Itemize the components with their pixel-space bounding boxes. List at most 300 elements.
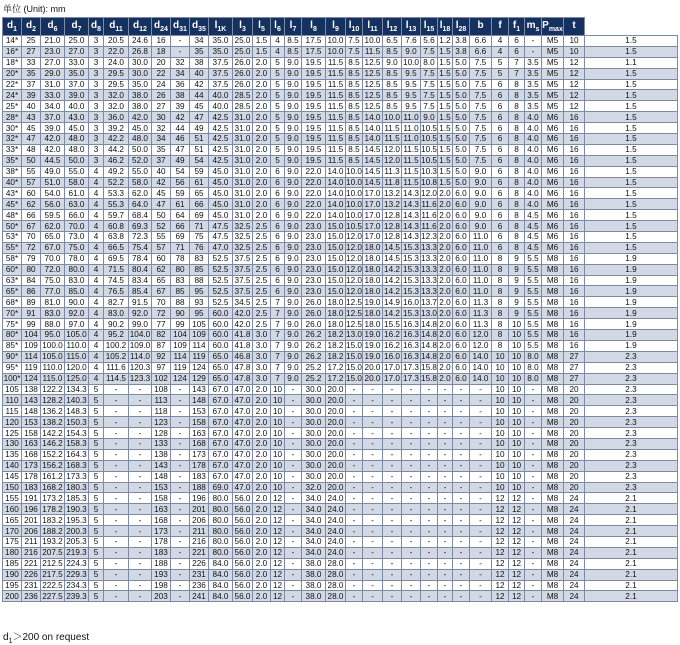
table-cell: - [421,580,438,591]
table-cell: 136.2 [42,406,63,416]
table-cell: 6.0 [453,275,470,286]
table-cell: 28.0 [326,580,346,591]
table-cell: 15.0 [326,242,346,253]
table-cell: 20 [152,57,171,68]
table-cell: M6 [542,123,564,134]
table-cell: 12.3 [421,232,437,242]
table-cell: 18.0 [326,308,346,319]
table-cell: 5 [89,395,104,406]
table-cell: 62.0 [129,188,152,199]
table-cell: - [470,558,492,569]
table-cell: 10 [271,395,285,406]
table-cell: 2.0 [439,254,451,264]
table-cell: - [453,504,470,515]
column-header-subscript: 13 [408,26,417,33]
table-cell: 9.5 [402,90,421,101]
table-cell: 65* [3,286,22,297]
table-cell: 6 [492,112,509,123]
table-cell: - [129,504,152,515]
table-cell: 10 [271,482,285,493]
table-cell: 26.2 [302,340,326,351]
table-cell: 5.5 [525,275,542,286]
table-cell: - [453,526,470,537]
table-cell: 143 [190,384,209,395]
table-cell: - [453,569,470,580]
table-cell: 5.0 [453,90,470,101]
table-row [3,428,678,439]
table-cell: 4 [89,275,104,286]
table-cell: - [346,580,363,591]
column-header-symbol: d [47,20,54,31]
column-header-symbol: d [25,20,33,31]
table-cell: 52 [152,221,171,232]
dimension-table [2,17,678,602]
table-cell: 51.0 [41,177,65,188]
table-cell: - [438,536,453,547]
table-cell: 2.1 [585,504,678,515]
table-cell: 70.0 [65,221,89,232]
table-cell: 83.0 [41,308,65,319]
table-cell: 22* [3,79,22,90]
table-cell: 9.0 [285,297,302,308]
table-cell: 17.0 [363,210,383,221]
table-cell: 32.5 [233,232,253,243]
table-cell: 1.9 [585,340,678,351]
table-cell: 24.0 [326,515,346,526]
column-header [492,18,509,36]
table-cell: 8 [509,123,525,134]
column-header-symbol: l [214,20,218,31]
table-cell: 28.5 [233,90,253,101]
table-cell: 13.0 [346,330,362,340]
table-row [3,188,678,199]
table-cell: - [438,395,453,406]
table-cell: 83.0 [65,275,89,286]
table-cell: 34.0 [302,504,326,515]
table-cell: 12 [271,504,285,515]
column-header-symbol: l [405,20,409,31]
table-cell: 84.0 [209,558,233,569]
table-cell: - [438,460,453,471]
table-cell: 52.5 [209,286,233,297]
table-cell: 14.0 [326,199,346,210]
table-cell: 10 [271,449,285,460]
column-header-subscript: 5 [260,26,265,33]
table-cell: 11.0 [470,264,492,275]
table-cell: 31.0 [233,166,253,177]
table-cell: 37 [22,79,41,90]
table-cell: 31.0 [233,188,253,199]
table-cell: M8 [542,438,564,449]
table-cell: - [104,591,129,602]
table-cell: 188 [190,482,209,493]
table-cell: - [402,493,421,504]
table-cell: 10.0 [363,36,383,47]
table-cell: 1.5 [439,80,451,89]
table-cell: 2.0 [253,438,271,449]
table-cell: 56 [171,177,190,188]
table-cell: 14.8 [421,319,437,329]
table-cell: 12 [509,515,525,526]
table-cell: - [104,569,129,580]
table-cell: 8 [492,330,509,341]
table-cell: 26.0 [302,297,326,308]
table-cell: - [383,526,402,537]
table-cell: 2.1 [585,591,678,602]
column-header [453,18,470,36]
table-cell: 9.0 [285,57,302,68]
table-cell: 16.3 [403,330,419,340]
table-cell: 111.6 [104,362,129,373]
table-cell: 2.5 [253,297,271,308]
table-cell: - [129,406,152,417]
table-cell: 35.0 [209,46,233,57]
table-cell: 38.0 [302,591,326,602]
table-cell: 185.3 [66,493,87,503]
table-cell: 63.0 [65,199,89,210]
table-cell: 178.2 [42,504,63,514]
table-cell: 8.5 [383,68,402,79]
table-cell: - [383,493,402,504]
table-cell: 19.0 [363,351,383,362]
table-cell: 64 [171,210,190,221]
table-cell: M6 [542,144,564,155]
table-cell: 10 [564,46,585,57]
table-cell: M5 [542,57,564,68]
table-cell: 25 [22,36,41,47]
table-cell: 140 [3,460,22,471]
table-cell: 2.0 [253,155,271,166]
table-cell: 2.3 [585,449,678,460]
table-cell: 15.3 [403,243,419,253]
table-cell: 12 [564,90,585,101]
table-cell: 4 [89,362,104,373]
table-cell: 95 [190,308,209,319]
table-cell: - [453,417,470,428]
table-cell: - [525,428,542,439]
table-cell: 7.5 [470,90,492,101]
table-cell: 3.0 [253,330,271,341]
table-cell: 168.2 [42,482,63,492]
table-cell: 206 [22,526,41,537]
table-cell: 14.3 [403,210,419,220]
table-cell: 1.5 [439,134,451,144]
table-cell: 42.0 [41,144,65,155]
table-cell: 1.5 [439,178,451,188]
table-cell: 5.0 [453,123,470,134]
table-cell: 1.5 [439,69,451,79]
table-cell: 11.6 [421,210,437,220]
table-cell: - [363,482,383,493]
table-cell: 26.0 [233,57,253,68]
table-cell: M6 [542,134,564,145]
table-cell: 95 [190,286,209,297]
table-cell: 91 [22,308,41,319]
table-cell: 1.5 [439,58,451,68]
table-cell: 47 [22,134,41,145]
table-cell: 183 [152,547,171,558]
table-cell: 16.2 [384,341,400,351]
table-cell: 12.0 [470,330,492,341]
table-cell: 11.3 [470,308,492,319]
table-cell: 2.0 [253,166,271,177]
table-cell: 1.5 [439,101,451,111]
table-cell: 99.0 [129,319,152,330]
table-cell: - [129,569,152,580]
table-cell: 20.0 [326,395,346,406]
table-cell: 6.0 [453,188,470,199]
table-cell: 120.0 [66,363,87,373]
table-cell: 80.0 [209,515,233,526]
table-cell: 2.5 [253,286,271,297]
table-cell: 2.0 [439,308,451,318]
column-header [3,18,22,36]
table-cell: 10 [492,471,509,482]
table-cell: 1.5 [585,123,678,134]
table-cell: - [171,558,190,569]
table-cell: 13.3 [421,276,437,286]
table-row [3,558,678,569]
table-cell: - [129,526,152,537]
table-cell: 178 [22,471,41,482]
table-cell: 15.0 [326,232,346,243]
table-cell: 25.2 [302,362,326,373]
table-cell: - [438,591,453,602]
column-header-subscript: 12 [389,26,398,33]
table-cell: - [438,471,453,482]
table-cell: 198 [152,580,171,591]
table-cell: - [402,395,421,406]
table-cell: 8 [509,112,525,123]
table-cell: 4 [89,232,104,243]
table-cell: - [470,460,492,471]
table-cell: 66.0 [65,210,89,221]
table-cell: 62 [152,264,171,275]
table-cell: 7 [271,297,285,308]
table-cell: 5 [271,90,285,101]
table-cell: 2.0 [253,515,271,526]
table-cell: 24 [564,493,585,504]
table-cell: - [402,504,421,515]
column-header-symbol: t [572,20,576,31]
table-cell: 2.0 [439,330,451,340]
table-cell: 15.3 [403,254,419,264]
table-cell: 6 [271,188,285,199]
table-cell: - [421,569,438,580]
column-header-symbol: l [423,20,427,31]
table-cell: 37 [152,155,171,166]
table-cell: 146.2 [42,439,63,449]
table-cell: 4 [89,221,104,232]
table-cell: 10 [509,406,525,417]
table-cell: 4.0 [525,188,542,199]
table-cell: 63.8 [104,232,129,243]
table-cell: 2.3 [585,395,678,406]
table-cell: M8 [542,308,564,319]
table-cell: 34.0 [302,515,326,526]
table-cell: 11.0 [470,242,492,253]
table-cell: 48.0 [129,134,152,145]
table-cell: - [383,460,402,471]
table-cell: 4.0 [525,166,542,177]
table-cell: 11.0 [403,123,419,133]
table-cell: - [104,460,129,471]
table-cell: - [346,471,363,482]
table-cell: 12 [509,569,525,580]
table-cell: 17.0 [363,221,383,232]
table-cell: 18 [152,46,171,57]
table-cell: 1.5 [253,36,271,47]
table-cell: 80 [22,264,41,275]
table-cell: 88 [190,275,209,286]
column-header-symbol: l [258,20,261,31]
table-cell: 10.3 [421,167,437,177]
table-cell: 11.5 [326,155,346,166]
table-cell: 105 [3,384,22,395]
table-cell: 11.5 [326,79,346,90]
table-cell: 6.0 [453,330,470,341]
table-cell: - [470,569,492,580]
table-cell: 5 [89,504,104,515]
table-cell: 49.0 [41,166,65,177]
table-cell: - [402,460,421,471]
table-cell: 12 [271,547,285,558]
table-cell: 14.5 [363,144,383,155]
table-cell: 20.0 [326,460,346,471]
table-cell: M8 [542,330,564,341]
table-cell: 1.9 [585,253,678,264]
table-cell: - [129,591,152,602]
table-cell: 17.5 [302,36,326,47]
table-cell: 60.8 [104,221,129,232]
table-cell: 1.5 [585,232,678,243]
table-cell: 90* [3,351,22,362]
table-cell: 216 [22,547,41,558]
column-header-symbol: l [386,20,390,31]
table-cell: M8 [542,493,564,504]
table-cell: 124 [22,373,41,384]
column-header-subscript: 7 [292,26,297,33]
table-cell: 2.0 [253,101,271,112]
table-cell: 12.0 [346,265,362,275]
table-cell: 20 [564,406,585,417]
table-row [3,471,678,482]
table-cell: - [171,460,190,471]
table-cell: 236 [22,591,41,602]
table-cell: - [171,417,190,428]
table-cell: - [470,515,492,526]
table-cell: 9.0 [402,46,421,57]
table-cell: - [171,536,190,547]
table-cell: 2.5 [253,232,271,243]
table-cell: 8 [509,221,525,232]
table-cell: - [171,580,190,591]
column-header-symbol: m [526,20,536,31]
table-cell: - [363,449,383,460]
table-cell: 30.0 [129,57,152,68]
table-cell: 12.8 [384,221,400,231]
table-cell: 168 [22,449,41,460]
column-header [129,18,152,36]
table-cell: - [171,493,190,504]
table-cell: 8 [509,79,525,90]
table-cell: 75.0 [65,242,89,253]
table-cell: 2.0 [253,536,271,547]
table-cell: 10.5 [421,156,437,166]
table-cell: - [525,417,542,428]
table-cell: 42 [190,79,209,90]
table-cell: 9.0 [285,221,302,232]
table-cell: 37.5 [209,57,233,68]
table-cell: - [346,417,363,428]
table-cell: 165 [3,515,22,526]
table-cell: - [525,395,542,406]
table-cell: 37.5 [233,253,253,264]
table-cell: - [525,471,542,482]
table-cell: 28.0 [326,569,346,580]
table-cell: 19.5 [302,79,326,90]
table-cell: 29.5 [104,68,129,79]
column-header-symbol: l [289,20,293,31]
table-cell: 3.0 [253,340,271,351]
table-cell: - [104,406,129,417]
table-cell: 3 [89,155,104,166]
table-cell: - [383,395,402,406]
table-cell: M8 [542,460,564,471]
table-cell: 2.0 [253,199,271,210]
table-cell: - [104,504,129,515]
table-cell: 5 [89,493,104,504]
table-cell: M8 [542,384,564,395]
table-cell: 2.0 [253,504,271,515]
table-cell: 10 [271,460,285,471]
column-header [285,18,302,36]
table-cell: 18.0 [326,297,346,308]
table-cell: 5 [271,101,285,112]
column-header [65,18,89,36]
table-cell: 7.5 [470,123,492,134]
table-cell: 4 [89,177,104,188]
table-cell: 129 [190,373,209,384]
table-cell: 6.0 [453,308,470,319]
table-cell: 99 [22,319,41,330]
table-cell: 12 [492,536,509,547]
table-cell: 67.0 [209,384,233,395]
table-cell: 14.0 [470,351,492,362]
table-cell: 12 [492,591,509,602]
table-cell: - [346,504,363,515]
table-cell: 56.0 [233,526,253,537]
table-cell: 8.5 [346,79,363,90]
table-row [3,264,678,275]
table-cell: - [346,591,363,602]
table-cell: 16 [564,275,585,286]
table-cell: 7.5 [346,46,363,57]
table-cell: 173 [190,449,209,460]
table-cell: 148.3 [66,406,87,416]
table-cell: 27.0 [65,46,89,57]
table-cell: 56.0 [233,580,253,591]
table-cell: 16.2 [384,330,400,340]
table-cell: 124 [190,362,209,373]
table-cell: 115.0 [41,373,65,384]
table-cell: 178 [152,536,171,547]
table-cell: - [383,449,402,460]
table-row [3,526,678,537]
table-cell: 10 [509,395,525,406]
table-cell: M8 [542,340,564,351]
table-cell: 12 [509,504,525,515]
